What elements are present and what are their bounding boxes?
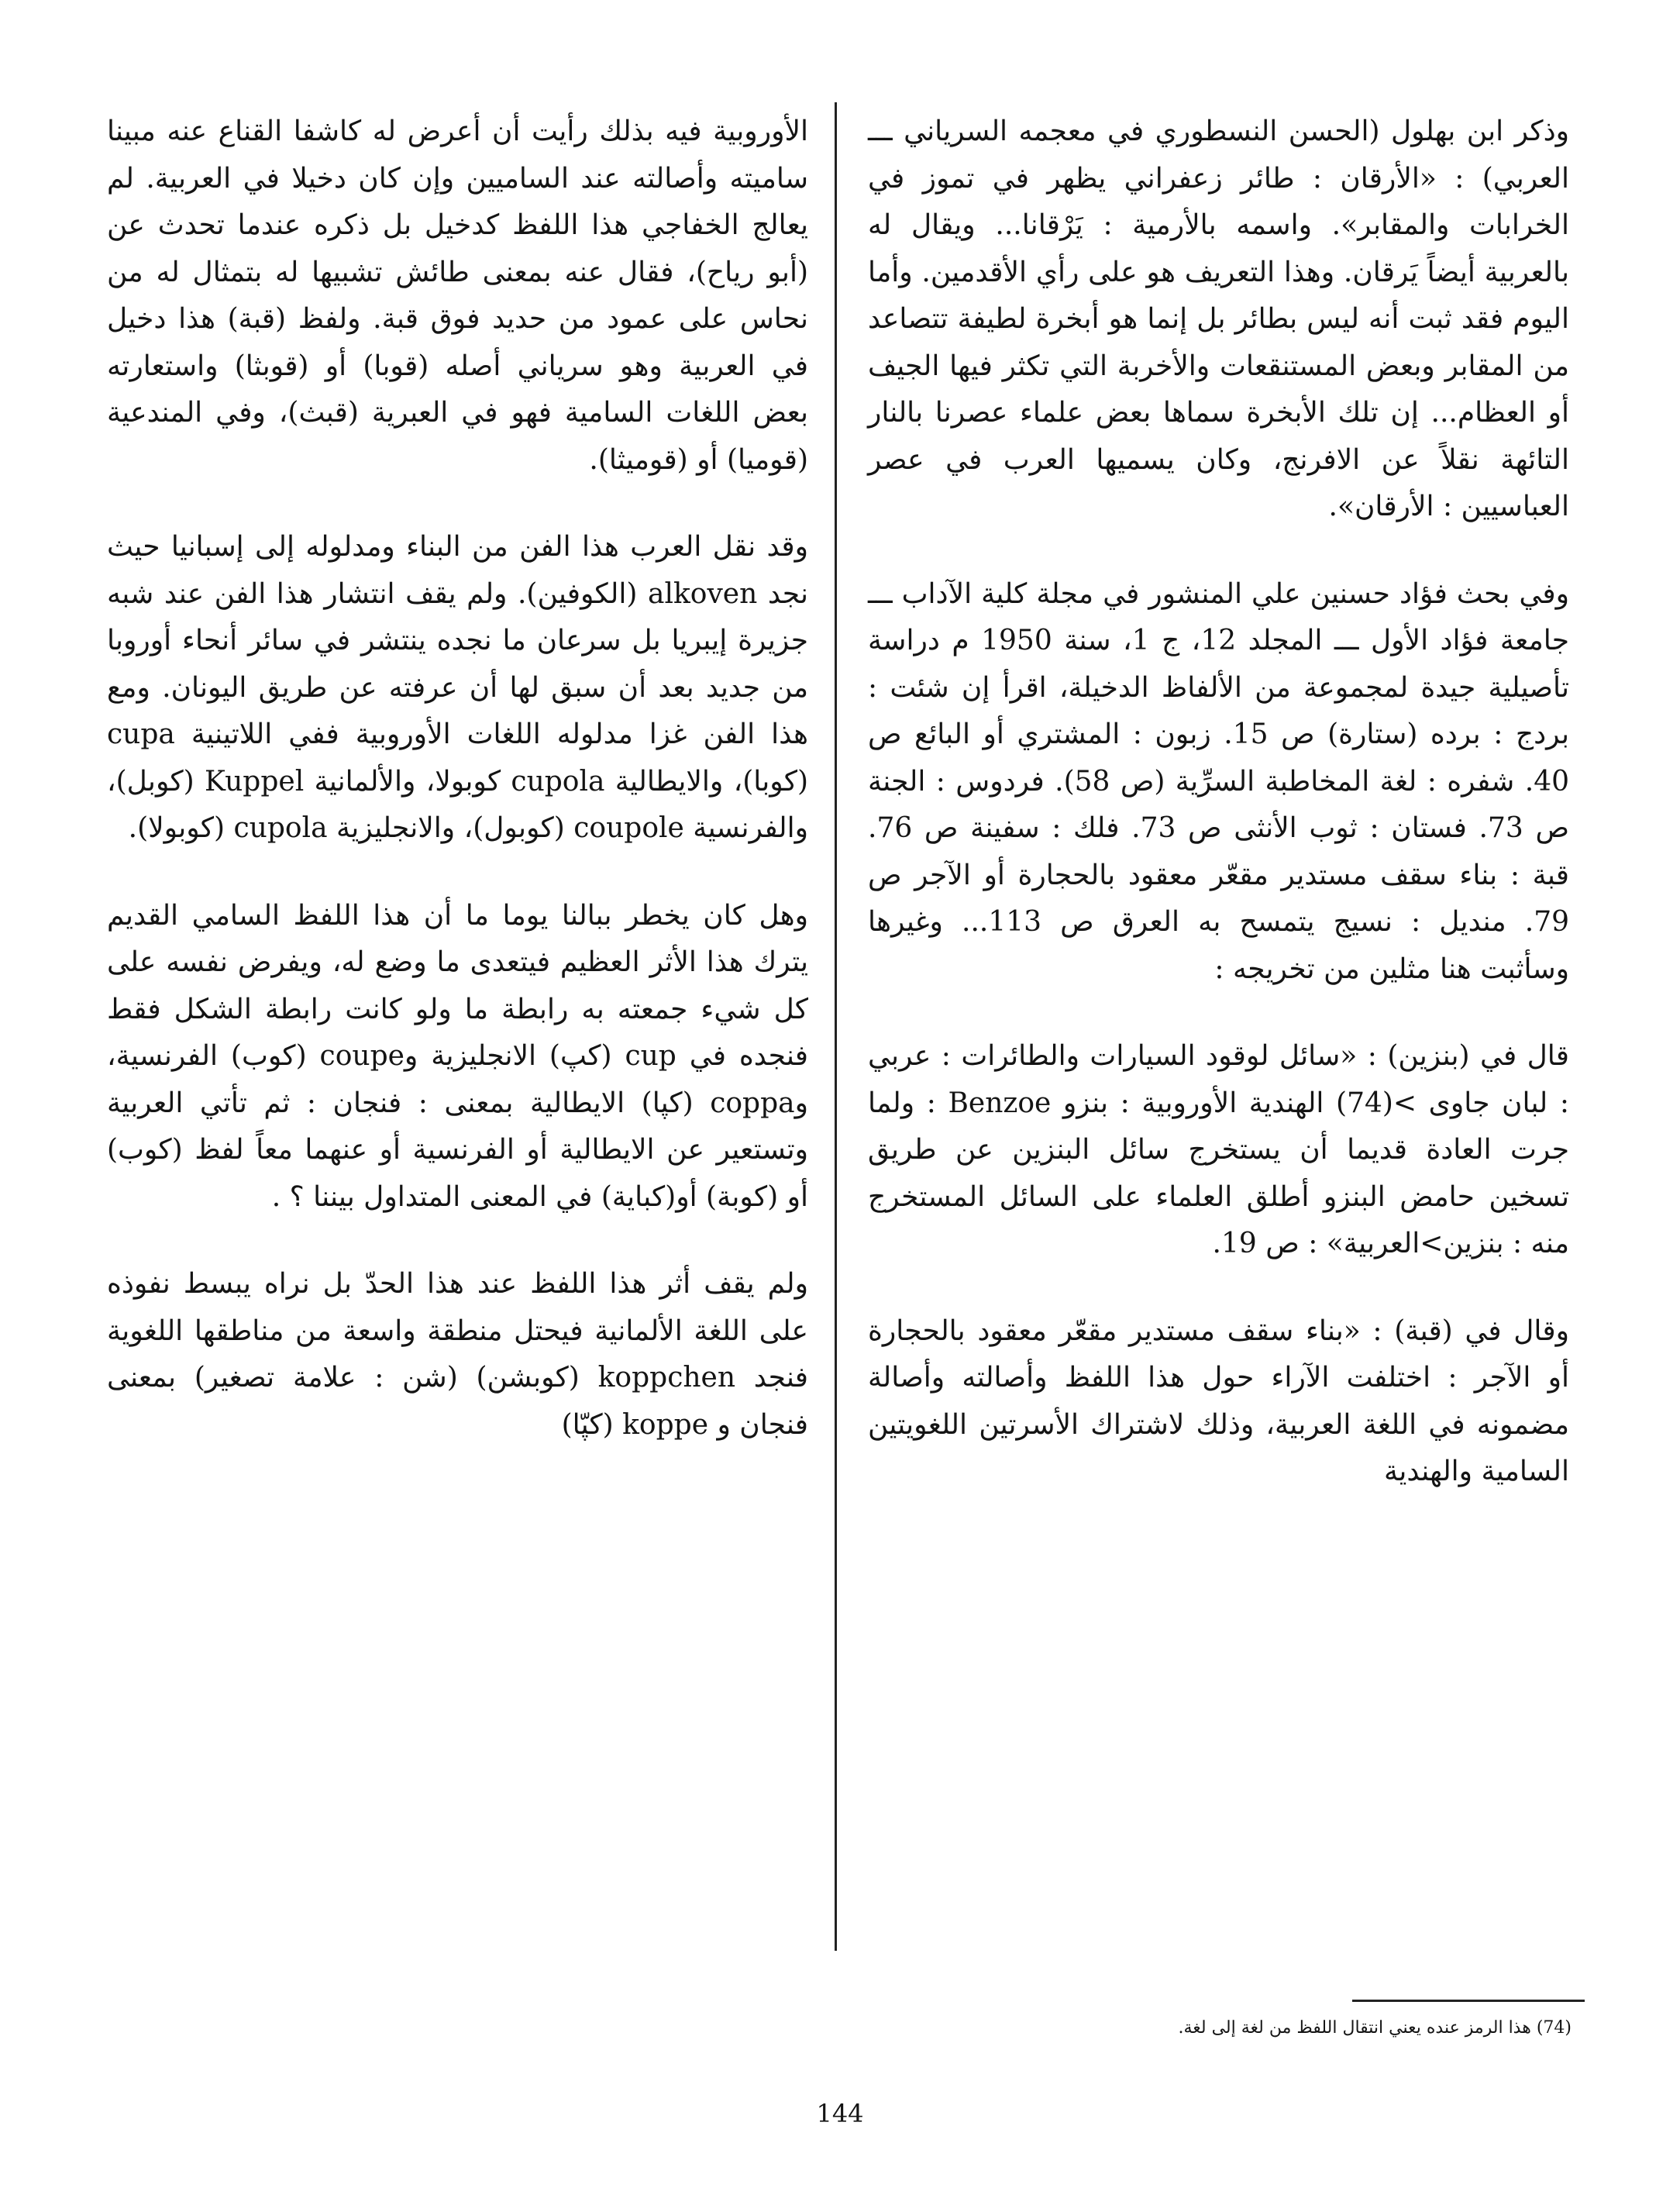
paragraph: قال في (بنزين) : «سائل لوقود السيارات والطائرات : عربي : لبان جاوى >(74) الهندية الأوروبية : بنزو Benzoe : ولما جرت العادة قديما أن يستخرج سائل البنزين عن طريق تسخين حامض البنزو أطلق العلماء على السائل المستخرج منه : بنزين>العربية» : ص 19. xyxy=(868,1040,1570,1259)
left-column xyxy=(107,109,808,1449)
paragraph: وذكر ابن بهلول (الحسن النسطوري في معجمه السرياني ـــ العربي) : «الأرقان : طائر زعفراني يظهر في تموز في الخرابات والمقابر». واسمه بالأرمية : يَرْقانا... ويقال له بالعربية أيضاً يَرقان. وهذا التعريف هو على رأي الأقدمين. وأما اليوم فقد ثبت أنه ليس بطائر بل إنما هو أبخرة لطيفة تتصاعد من المقابر وبعض المستنقعات والأخربة التي تكثر فيها الجيف أو العظام... إن تلك الأبخرة سماها بعض علماء عصرنا بالنار التائهة نقلاً عن الافرنج، وكان يسميها العرب في عصر العباسيين : الأرقان». xyxy=(868,115,1569,522)
paragraph: وفي بحث فؤاد حسنين علي المنشور في مجلة كلية الآداب ـــ جامعة فؤاد الأول ـــ المجلد 12، ج 1، سنة 1950 م دراسة تأصيلية جيدة لمجموعة من الألفاظ الدخيلة، اقرأ إن شئت : بردج : برده (ستارة) ص 15. زبون : المشتري أو البائع ص 40. شفره : لغة المخاطبة السرِّية (ص 58). فردوس : الجنة ص 73. فستان : ثوب الأنثى ص 73. فلك : سفينة ص 76. قبة : بناء سقف مستدير مقعّر معقود بالحجارة أو الآجر ص 79. منديل : نسيج يتمسح به العرق ص 113... وغيرها وسأثبت هنا مثلين من تخريجه : xyxy=(868,577,1570,985)
right-column xyxy=(868,109,1569,1496)
paragraph: وهل كان يخطر ببالنا يوما ما أن هذا اللفظ السامي القديم يترك هذا الأثر العظيم فيتعدى ما وضع له، ويفرض نفسه على كل شيء جمعته به رابطة ما ولو كانت رابطة الشكل فقط فنجده في cup (كپ) الانجليزية وcoupe (كوب) الفرنسية، وcoppa (كپا) الايطالية بمعنى : فنجان : ثم تأتي العربية وتستعير عن الايطالية أو الفرنسية أو عنهما معاً لفظ (كوب) أو (كوبة) أو(كباية) في المعنى المتداول بيننا ؟ . xyxy=(107,899,808,1213)
column-divider xyxy=(835,102,837,1951)
page-number: 144 xyxy=(816,2099,864,2128)
paragraph: وقال في (قبة) : «بناء سقف مستدير مقعّر معقود بالحجارة أو الآجر : اختلفت الآراء حول هذا اللفظ وأصالته وأصالة مضمونه في اللغة العربية، وذلك لاشتراك الأسرتين اللغويتين السامية والهندية xyxy=(868,1314,1569,1487)
paragraph: الأوروبية فيه بذلك رأيت أن أعرض له كاشفا القناع عنه مبينا ساميته وأصالته عند الساميين وإن كان دخيلا في العربية. لم يعالج الخفاجي هذا اللفظ كدخيل بل ذكره عندما تحدث عن (أبو رياح)، فقال عنه بمعنى طائش تشبيها له بتمثال له من نحاس على عمود من حديد فوق قبة. ولفظ (قبة) هذا دخيل في العربية وهو سرياني أصله (قوبا) أو (قوبثا) واستعارته بعض اللغات السامية فهو في العبرية (قبث)، وفي المندعية (قوميا) أو (قوميثا). xyxy=(107,115,808,476)
paragraph: وقد نقل العرب هذا الفن من البناء ومدلوله إلى إسبانيا حيث نجد alkoven (الكوفين). ولم يقف انتشار هذا الفن عند شبه جزيرة إيبريا بل سرعان ما نجده ينتشر في سائر أنحاء أوروبا من جديد بعد أن سبق لها أن عرفته عن طريق اليونان. ومع هذا الفن غزا مدلوله اللغات الأوروبية ففي اللاتينية cupa (كوبا)، والايطالية cupola كوبولا، والألمانية Kuppel (كوبل)، والفرنسية coupole (كوبول)، والانجليزية cupola (كوبولا). xyxy=(107,531,809,844)
footnote: (74) هذا الرمز عنده يعني انتقال اللفظ من لغة إلى لغة. xyxy=(1178,2018,1572,2038)
footnote-rule xyxy=(1352,2000,1585,2002)
paragraph: ولم يقف أثر هذا اللفظ عند هذا الحدّ بل نراه يبسط نفوذه على اللغة الألمانية فيحتل منطقة واسعة من مناطقها اللغوية فنجد koppchen (كوبشن) (شن : علامة تصغير) بمعنى فنجان و koppe (كپّا) xyxy=(107,1268,808,1441)
